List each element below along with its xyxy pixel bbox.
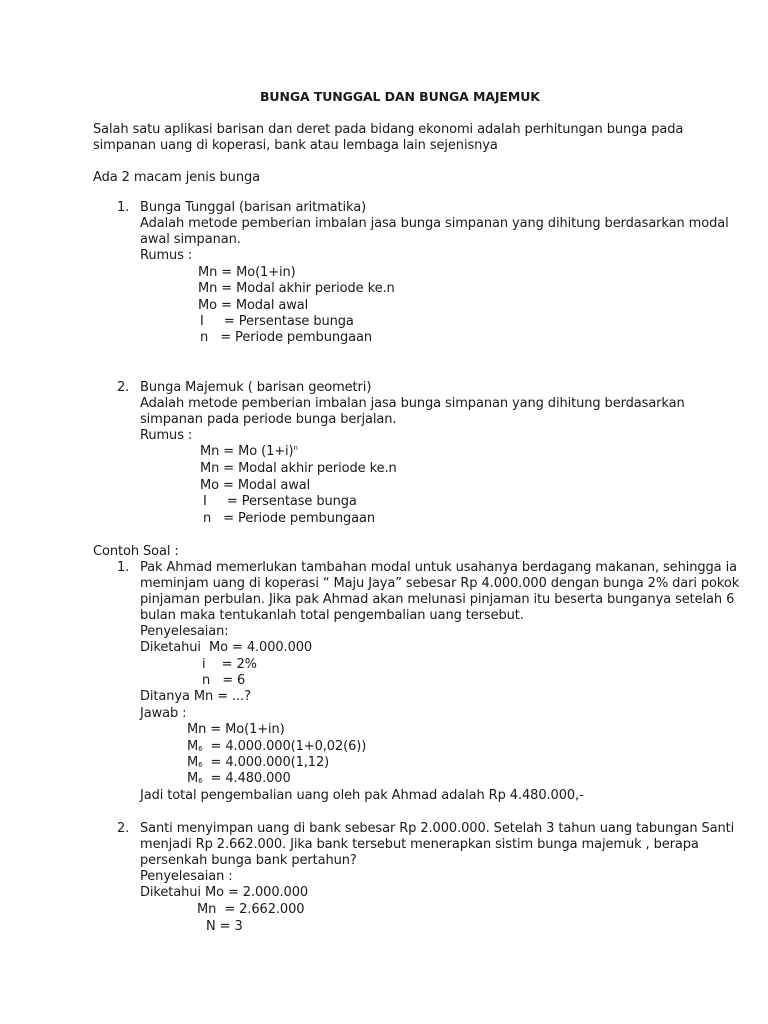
section2-desc-1: Adalah metode pemberian imbalan jasa bunga simpanan yang dihitung berdasarkan <box>140 396 685 411</box>
section1-rumus-label: Rumus : <box>140 248 193 263</box>
example2-given-mn: Mn = 2.662.000 <box>197 902 305 917</box>
step-rhs: = 4.480.000 <box>202 771 291 786</box>
example1-jawab: Jawab : <box>140 706 187 721</box>
section2-def-4: n = Periode pembungaan <box>203 511 375 526</box>
examples-label: Contoh Soal : <box>93 544 179 559</box>
example2-problem-3: persenkah bunga bank pertahun? <box>140 853 357 868</box>
section2-formula-exponent: n <box>293 444 298 452</box>
example1-step-3 <box>187 755 329 771</box>
section2-formula-base: Mn = Mo (1+i) <box>200 444 294 459</box>
example1-number: 1. <box>117 560 130 575</box>
step-lhs: Mn <box>187 722 207 737</box>
section2-def-3: I = Persentase bunga <box>203 494 357 509</box>
example1-step-4 <box>187 771 291 787</box>
step-lhs: M <box>187 771 199 786</box>
example1-problem-3: pinjaman perbulan. Jika pak Ahmad akan melunasi pinjaman itu beserta bunganya setelah 6 <box>140 592 735 607</box>
section2-def-1: Mn = Modal akhir periode ke.n <box>200 461 397 476</box>
example2-given-n: N = 3 <box>206 919 243 934</box>
section1-def-4: n = Periode pembungaan <box>200 330 372 345</box>
intro-line-2: simpanan uang di koperasi, bank atau lembaga lain sejenisnya <box>93 138 498 153</box>
step-lhs: M <box>187 739 199 754</box>
section2-desc-2: simpanan pada periode bunga berjalan. <box>140 412 397 427</box>
section1-formula: Mn = Mo(1+in) <box>198 265 296 280</box>
section1-desc-2: awal simpanan. <box>140 232 241 247</box>
example1-problem-1: Pak Ahmad memerlukan tambahan modal untuk usahanya berdagang makanan, sehingga ia <box>140 560 737 575</box>
example2-diketahui: Diketahui Mo = 2.000.000 <box>140 885 309 900</box>
step-lhs: M <box>187 755 199 770</box>
section1-desc-1: Adalah metode pemberian imbalan jasa bunga simpanan yang dihitung berdasarkan modal <box>140 216 729 231</box>
section1-def-3: I = Persentase bunga <box>200 314 354 329</box>
example1-conclusion: Jadi total pengembalian uang oleh pak Ahmad adalah Rp 4.480.000,- <box>140 788 584 803</box>
section1-heading: Bunga Tunggal (barisan aritmatika) <box>140 200 367 215</box>
section1-number: 1. <box>117 200 130 215</box>
example1-step-1 <box>187 722 285 738</box>
types-intro: Ada 2 macam jenis bunga <box>93 170 260 185</box>
example1-step-2 <box>187 739 366 755</box>
example1-diketahui: Diketahui Mo = 4.000.000 <box>140 640 313 655</box>
example1-given-n: n = 6 <box>202 673 246 688</box>
example2-penyelesaian: Penyelesaian : <box>140 869 233 884</box>
intro-line-1: Salah satu aplikasi barisan dan deret pada bidang ekonomi adalah perhitungan bunga pada <box>93 122 684 137</box>
section1-def-2: Mo = Modal awal <box>198 298 309 313</box>
section2-heading: Bunga Majemuk ( barisan geometri) <box>140 380 372 395</box>
step-subscript: 6 <box>198 745 203 753</box>
step-subscript: 6 <box>198 761 203 769</box>
example1-ditanya: Ditanya Mn = ...? <box>140 689 251 704</box>
step-rhs: = 4.000.000(1,12) <box>202 755 330 770</box>
example1-problem-4: bulan maka tentukanlah total pengembalian uang tersebut. <box>140 608 524 623</box>
example1-given-i: i = 2% <box>202 657 257 672</box>
step-rhs: = Mo(1+in) <box>206 722 285 737</box>
example1-penyelesaian: Penyelesaian: <box>140 624 229 639</box>
example2-number: 2. <box>117 821 130 836</box>
example2-problem-2: menjadi Rp 2.662.000. Jika bank tersebut menerapkan sistim bunga majemuk , berapa <box>140 837 699 852</box>
example2-problem-1: Santi menyimpan uang di bank sebesar Rp 2.000.000. Setelah 3 tahun uang tabungan Santi <box>140 821 735 836</box>
section2-formula <box>200 444 298 460</box>
document-title: BUNGA TUNGGAL DAN BUNGA MAJEMUK <box>260 89 540 104</box>
section1-def-1: Mn = Modal akhir periode ke.n <box>198 281 395 296</box>
section2-def-2: Mo = Modal awal <box>200 478 311 493</box>
section2-rumus-label: Rumus : <box>140 428 193 443</box>
section2-number: 2. <box>117 380 130 395</box>
example1-problem-2: meminjam uang di koperasi “ Maju Jaya” sebesar Rp 4.000.000 dengan bunga 2% dari pokok <box>140 576 740 591</box>
step-subscript: 6 <box>198 777 203 785</box>
step-rhs: = 4.000.000(1+0,02(6)) <box>202 739 367 754</box>
